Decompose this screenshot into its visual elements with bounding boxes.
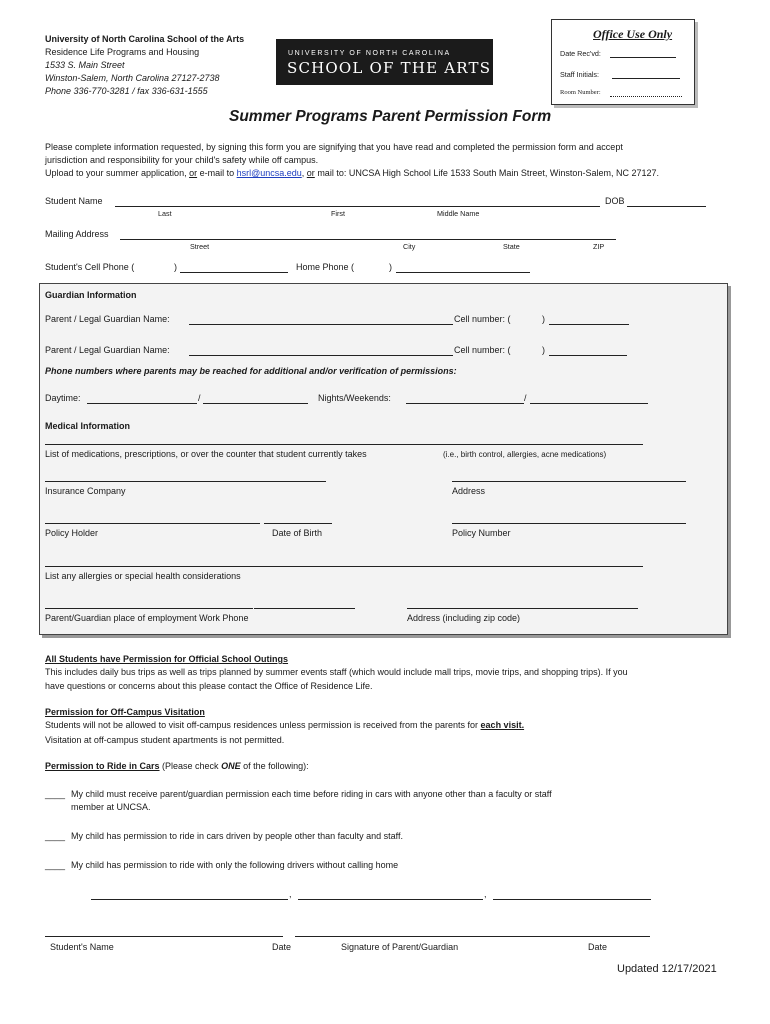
department: Residence Life Programs and Housing — [45, 47, 200, 57]
parent-signature-caption: Signature of Parent/Guardian — [341, 942, 459, 952]
medications-label: List of medications, prescriptions, or over the counter that student currently takes — [45, 449, 367, 459]
mailing-address-label: Mailing Address — [45, 229, 109, 239]
parent-name-label-2: Parent / Legal Guardian Name: — [45, 345, 170, 355]
cars-title: Permission to Ride in Cars — [45, 761, 160, 771]
org-name: University of North Carolina School of the Arts — [45, 34, 245, 44]
students-name-caption: Student's Name — [50, 942, 114, 952]
intro-line-3 — [45, 168, 659, 178]
cars-heading — [45, 761, 309, 771]
nights-slash: / — [524, 393, 527, 403]
office-use-title: Office Use Only — [593, 27, 673, 41]
cell-number-paren-2: ) — [542, 345, 545, 355]
policy-dob-label: Date of Birth — [272, 528, 323, 538]
cell-number-paren-1: ) — [542, 314, 545, 324]
insurance-field[interactable] — [45, 481, 326, 482]
daytime-field-2[interactable] — [203, 403, 308, 404]
date-caption-1: Date — [272, 942, 292, 952]
guardian-section — [39, 283, 728, 635]
visitation-text: Students will not be allowed to visit off-campus residences unless permission is received from the parents for — [45, 720, 481, 730]
dob-field[interactable] — [627, 206, 706, 207]
student-cell-label: Student's Cell Phone ( — [45, 262, 135, 272]
insurance-address-label: Address — [452, 486, 486, 496]
nights-field-2[interactable] — [530, 403, 648, 404]
logo-bottom-text: SCHOOL OF THE ARTS — [287, 59, 492, 77]
cars-instruction-b: of the following): — [240, 761, 309, 771]
parent-name-label-1: Parent / Legal Guardian Name: — [45, 314, 170, 324]
medications-field[interactable] — [45, 444, 643, 445]
allergies-field[interactable] — [45, 566, 643, 567]
daytime-slash: / — [198, 393, 201, 403]
state-caption: State — [503, 242, 520, 251]
policy-holder-field[interactable] — [45, 523, 260, 524]
dob-label: DOB — [605, 196, 625, 206]
intro-upload-text: Upload to your summer application, — [45, 168, 190, 178]
policy-number-label: Policy Number — [452, 528, 511, 538]
cars-option-1-line-1: My child must receive parent/guardian permission each time before riding in cars with anyone other than a faculty or staff — [71, 789, 552, 799]
employment-field[interactable] — [45, 608, 253, 609]
cell-number-label-1: Cell number: ( — [454, 314, 511, 324]
parent-signature-field[interactable] — [295, 936, 650, 937]
employment-address-field[interactable] — [407, 608, 638, 609]
zip-caption: ZIP — [593, 242, 605, 251]
cars-option-2-blank[interactable]: ____ — [45, 831, 66, 841]
daytime-field-1[interactable] — [87, 403, 197, 404]
date-received-field[interactable] — [610, 57, 676, 58]
intro-email-text: e-mail to — [197, 168, 237, 178]
home-phone-label: Home Phone ( — [296, 262, 355, 272]
home-phone-paren: ) — [389, 262, 392, 272]
guardian-title: Guardian Information — [45, 290, 137, 300]
nights-label: Nights/Weekends: — [318, 393, 391, 403]
student-name-label: Student Name — [45, 196, 103, 206]
visitation-line-2: Visitation at off-campus student apartments is not permitted. — [45, 735, 285, 745]
phone-fax: Phone 336-770-3281 / fax 336-631-1555 — [45, 86, 208, 96]
visitation-each-visit: each visit. — [480, 720, 525, 730]
policy-number-field[interactable] — [452, 523, 686, 524]
home-phone-field[interactable] — [396, 272, 530, 273]
form-title: Summer Programs Parent Permission Form — [229, 108, 552, 125]
mailing-address-field[interactable] — [120, 239, 616, 240]
city-address: Winston-Salem, North Carolina 27127-2738 — [45, 73, 220, 83]
student-name-sign-field[interactable] — [45, 936, 283, 937]
cell-number-label-2: Cell number: ( — [454, 345, 511, 355]
intro-line-2: jurisdiction and responsibility for your child's safety while off campus. — [45, 155, 319, 165]
allergies-label: List any allergies or special health considerations — [45, 571, 241, 581]
cars-option-3-blank[interactable]: ____ — [45, 860, 66, 870]
intro-mail-text: mail to: UNCSA High School Life 1533 South Main Street, Winston-Salem, NC 27127. — [314, 168, 659, 178]
intro-or-1: or — [189, 168, 198, 178]
nights-field-1[interactable] — [406, 403, 524, 404]
room-number-label: Room Number: — [560, 89, 601, 96]
visitation-line-1 — [45, 720, 524, 730]
insurance-label: Insurance Company — [45, 486, 126, 496]
driver-comma-1: , — [289, 889, 292, 899]
updated-date: Updated 12/17/2021 — [617, 963, 717, 975]
parent-name-field-1[interactable] — [189, 324, 453, 325]
student-cell-field[interactable] — [180, 272, 288, 273]
student-cell-paren: ) — [174, 262, 177, 272]
employment-label: Parent/Guardian place of employment Work Phone — [45, 613, 249, 623]
email-link[interactable]: hsrl@uncsa.edu — [236, 168, 302, 178]
cell-number-field-1[interactable] — [549, 324, 629, 325]
student-name-field[interactable] — [115, 206, 600, 207]
driver-field-2[interactable] — [298, 899, 483, 900]
visitation-title: Permission for Off-Campus Visitation — [45, 707, 205, 717]
room-number-field[interactable] — [610, 96, 682, 97]
cars-instruction-a: (Please check — [159, 761, 222, 771]
employment-address-label: Address (including zip code) — [407, 613, 521, 623]
intro-comma: , — [301, 168, 307, 178]
insurance-address-field[interactable] — [452, 481, 686, 482]
office-use-box — [551, 19, 695, 105]
cars-option-1-blank[interactable]: ____ — [45, 789, 66, 799]
middle-name-caption: Middle Name — [437, 209, 480, 218]
intro-line-1: Please complete information requested, by signing this form you are signifying that you have read and completed the permission form and accept — [45, 142, 623, 152]
staff-initials-field[interactable] — [612, 78, 680, 79]
outings-title: All Students have Permission for Official School Outings — [45, 654, 289, 664]
driver-comma-2: , — [484, 889, 487, 899]
parent-name-field-2[interactable] — [189, 355, 453, 356]
street-address: 1533 S. Main Street — [45, 60, 125, 70]
cars-option-3: My child has permission to ride with only the following drivers without calling home — [71, 860, 399, 870]
city-caption: City — [403, 242, 416, 251]
medications-note: (i.e., birth control, allergies, acne medications) — [443, 450, 607, 459]
daytime-label: Daytime: — [45, 393, 81, 403]
outings-line-1: This includes daily bus trips as well as trips planned by summer events staff (which would include mall trips, movie trips, and shopping trips). If you — [45, 667, 628, 677]
driver-field-1[interactable] — [91, 899, 288, 900]
driver-field-3[interactable] — [493, 899, 651, 900]
policy-dob-field[interactable] — [264, 523, 332, 524]
medical-title: Medical Information — [45, 421, 131, 431]
cell-number-field-2[interactable] — [549, 355, 627, 356]
last-name-caption: Last — [158, 209, 172, 218]
work-phone-field[interactable] — [254, 608, 355, 609]
school-logo — [276, 39, 493, 85]
first-name-caption: First — [331, 209, 345, 218]
date-caption-2: Date — [588, 942, 608, 952]
date-received-label: Date Rec'vd: — [560, 49, 601, 58]
logo-top-text: UNIVERSITY OF NORTH CAROLINA — [288, 50, 451, 57]
outings-line-2: have questions or concerns about this please contact the Office of Residence Life. — [45, 681, 373, 691]
cars-option-1-line-2: member at UNCSA. — [71, 802, 151, 812]
staff-initials-label: Staff Initials: — [560, 70, 600, 79]
intro-or-2: or — [306, 168, 315, 178]
cars-instruction-one: ONE — [221, 761, 241, 771]
cars-option-2: My child has permission to ride in cars driven by people other than faculty and staff. — [71, 831, 404, 841]
policy-holder-label: Policy Holder — [45, 528, 99, 538]
street-caption: Street — [190, 242, 210, 251]
phone-note: Phone numbers where parents may be reached for additional and/or verification of permissions: — [45, 366, 457, 376]
